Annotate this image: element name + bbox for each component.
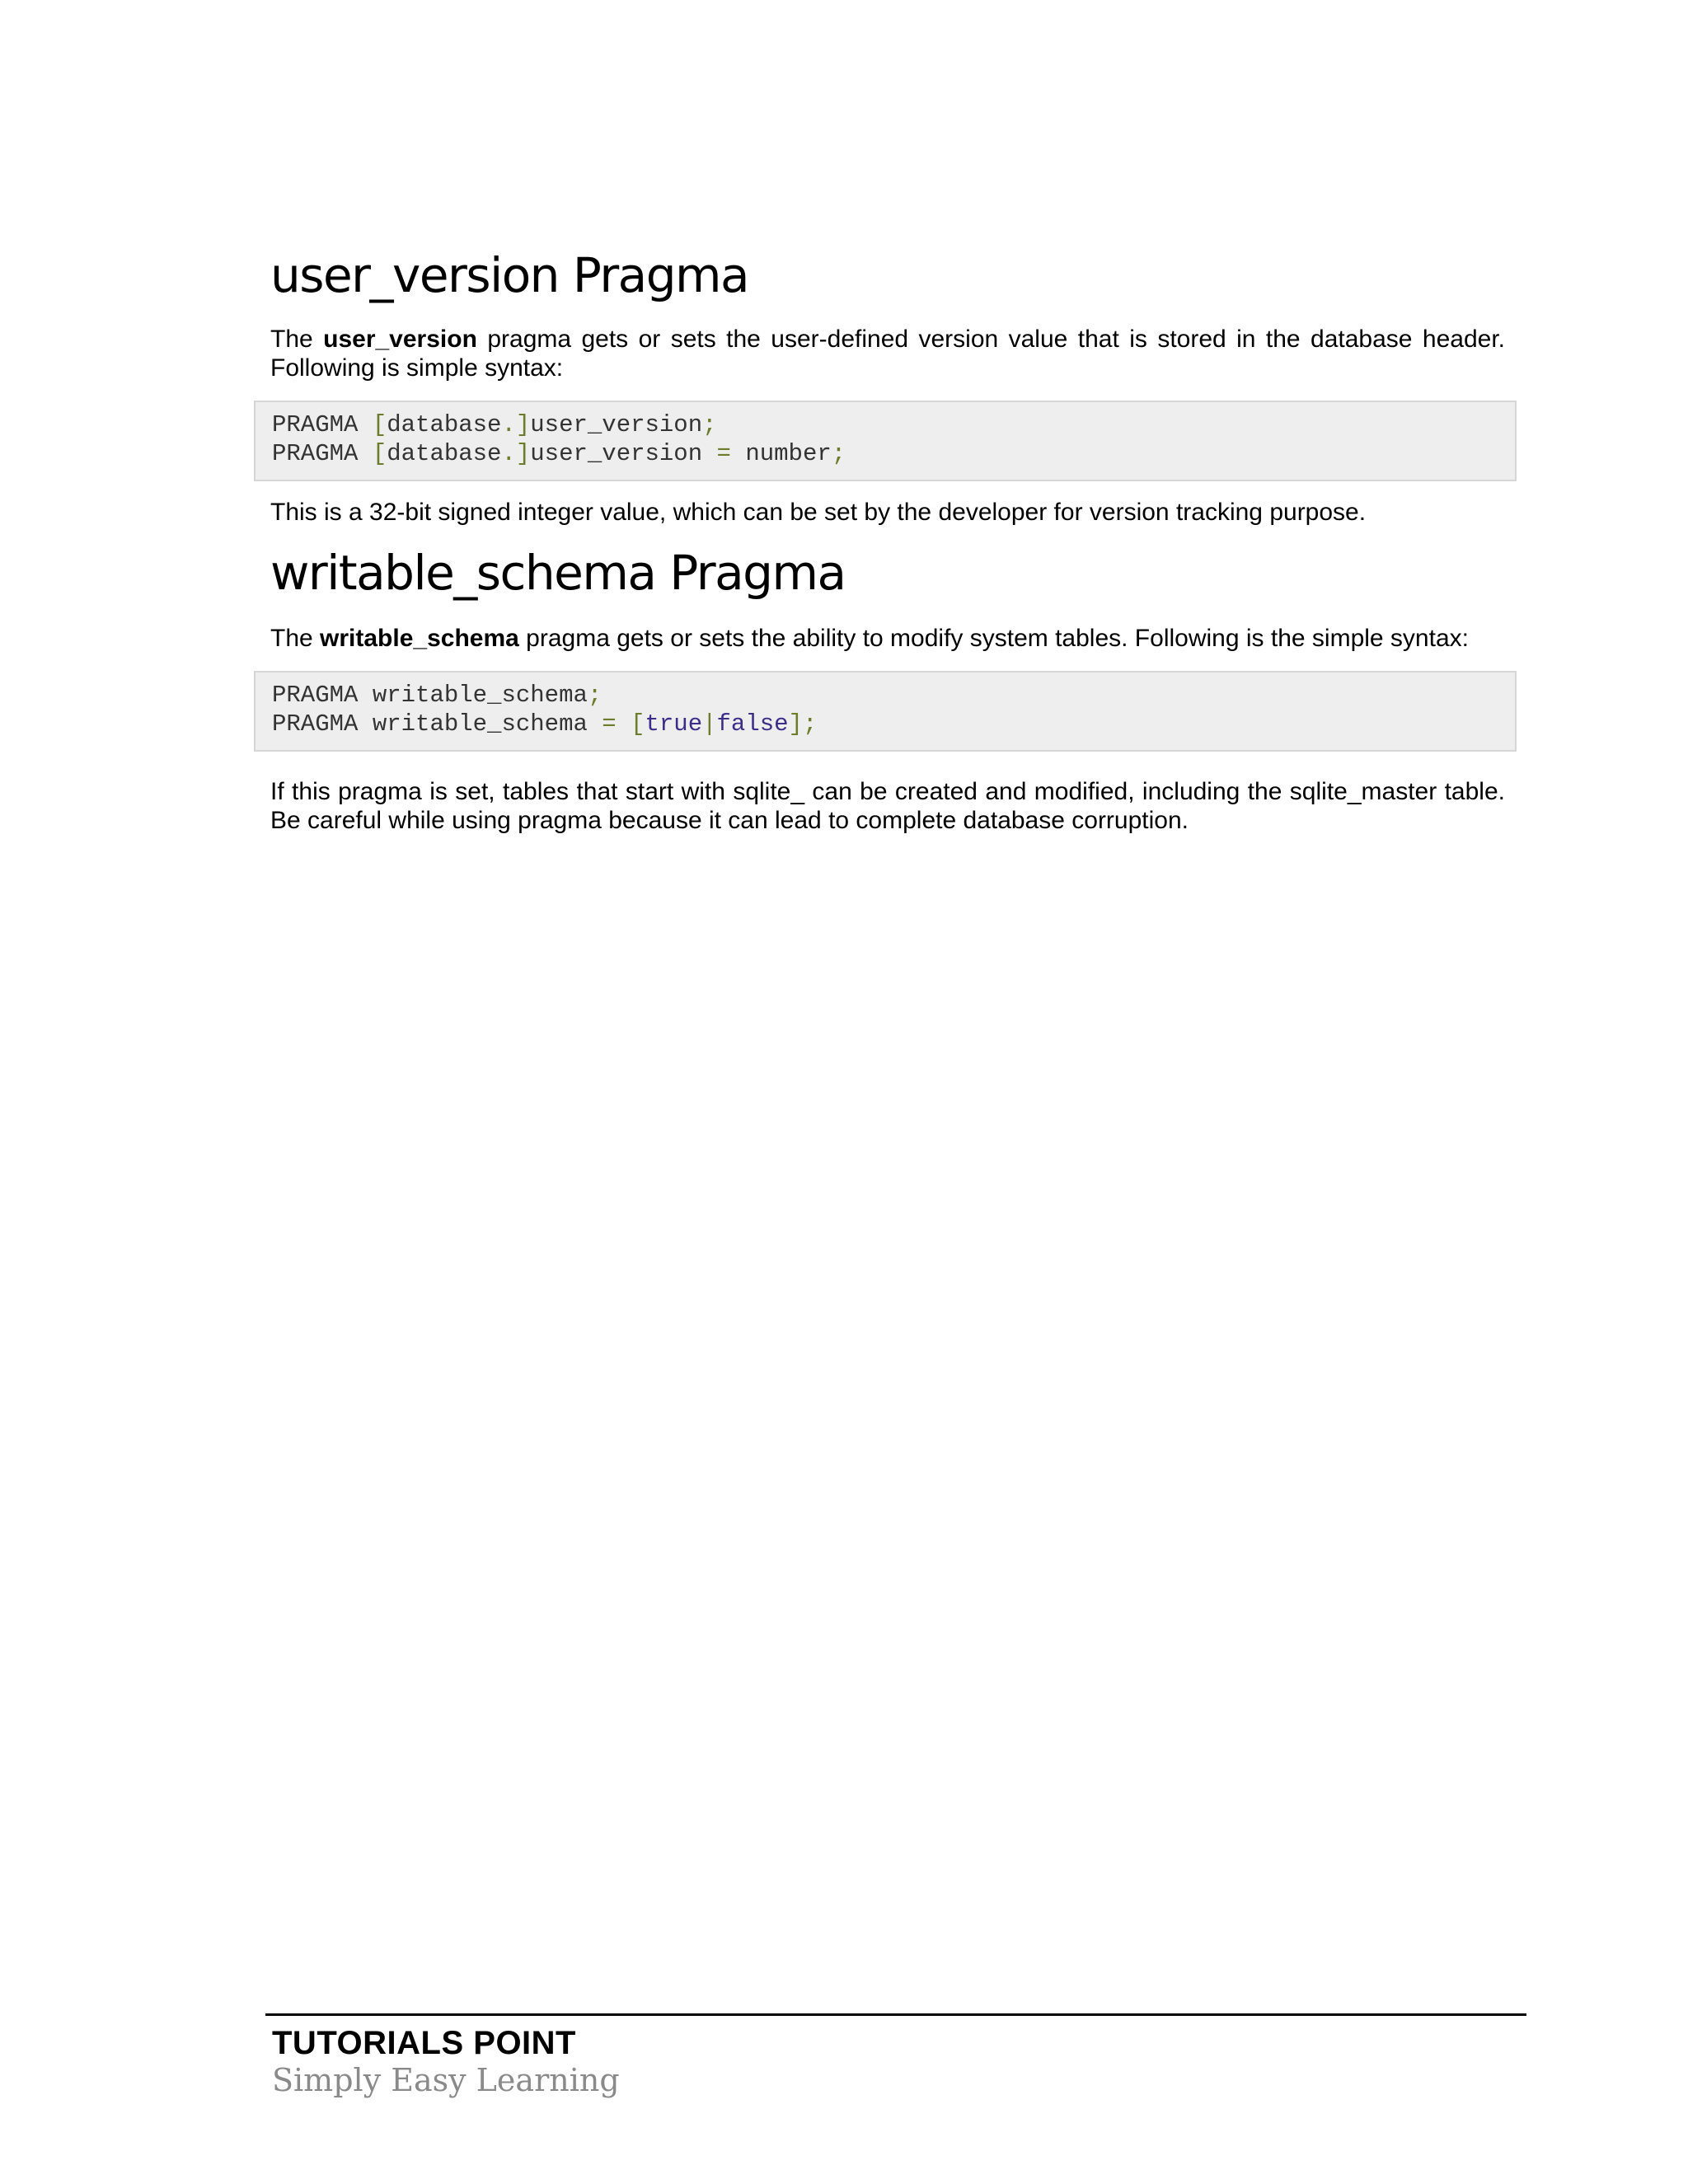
footer-divider bbox=[265, 2013, 1526, 2016]
code-identifier: writable_schema bbox=[372, 682, 588, 709]
code-bracket: ] bbox=[788, 710, 803, 738]
code-bracket: [ bbox=[631, 710, 645, 738]
code-equals: = bbox=[602, 710, 617, 738]
user-version-intro bbox=[270, 325, 1505, 382]
code-literal-false: false bbox=[716, 710, 789, 738]
code-literal-true: true bbox=[645, 710, 703, 738]
code-semicolon: ; bbox=[587, 682, 603, 709]
code-line bbox=[272, 710, 1515, 738]
writable-schema-code-block bbox=[254, 671, 1517, 752]
code-keyword: PRAGMA bbox=[272, 440, 373, 467]
intro-prefix: The bbox=[270, 326, 324, 353]
code-keyword: PRAGMA bbox=[272, 682, 373, 709]
code-dot: . bbox=[501, 440, 516, 467]
code-line bbox=[272, 410, 1515, 439]
user-version-code-block bbox=[254, 401, 1517, 481]
section-title-writable-schema: writable_schema Pragma bbox=[270, 545, 846, 601]
code-identifier: user_version bbox=[530, 411, 703, 438]
code-identifier: user_version bbox=[530, 440, 717, 467]
intro-suffix: pragma gets or sets the user-defined version value that is stored in the database header. Following is simple syntax: bbox=[270, 326, 1506, 382]
code-space bbox=[617, 710, 631, 738]
code-identifier: database bbox=[387, 411, 502, 438]
code-pipe: | bbox=[702, 710, 717, 738]
footer-brand: TUTORIALS POINT bbox=[272, 2025, 576, 2061]
intro-bold-term: user_version bbox=[323, 326, 477, 353]
code-identifier: database bbox=[387, 440, 502, 467]
writable-schema-note: If this pragma is set, tables that start with sqlite_ can be created and modified, including the sqlite_master table. Be careful while using pragma because it can lead to complete database corruption. bbox=[270, 778, 1505, 834]
intro-suffix: pragma gets or sets the ability to modify system tables. Following is the simple syntax: bbox=[518, 625, 1469, 652]
code-semicolon: ; bbox=[831, 440, 846, 467]
code-bracket: [ bbox=[372, 411, 387, 438]
code-keyword: PRAGMA bbox=[272, 710, 373, 738]
code-semicolon: ; bbox=[702, 411, 717, 438]
code-bracket: ] bbox=[515, 440, 531, 467]
code-semicolon: ; bbox=[802, 710, 818, 738]
code-value: number bbox=[730, 440, 832, 467]
code-equals: = bbox=[716, 440, 731, 467]
code-identifier: writable_schema bbox=[372, 710, 603, 738]
footer-tagline: Simply Easy Learning bbox=[272, 2062, 620, 2098]
code-bracket: [ bbox=[372, 440, 387, 467]
intro-bold-term: writable_schema bbox=[320, 625, 519, 652]
code-line bbox=[272, 439, 1515, 468]
section-title-user-version: user_version Pragma bbox=[270, 247, 749, 303]
code-dot: . bbox=[501, 411, 516, 438]
code-bracket: ] bbox=[515, 411, 531, 438]
code-line bbox=[272, 681, 1515, 710]
user-version-note: This is a 32-bit signed integer value, which can be set by the developer for version tracking purpose. bbox=[270, 499, 1367, 526]
intro-prefix: The bbox=[270, 625, 321, 652]
writable-schema-intro bbox=[270, 624, 1505, 653]
code-keyword: PRAGMA bbox=[272, 411, 373, 438]
